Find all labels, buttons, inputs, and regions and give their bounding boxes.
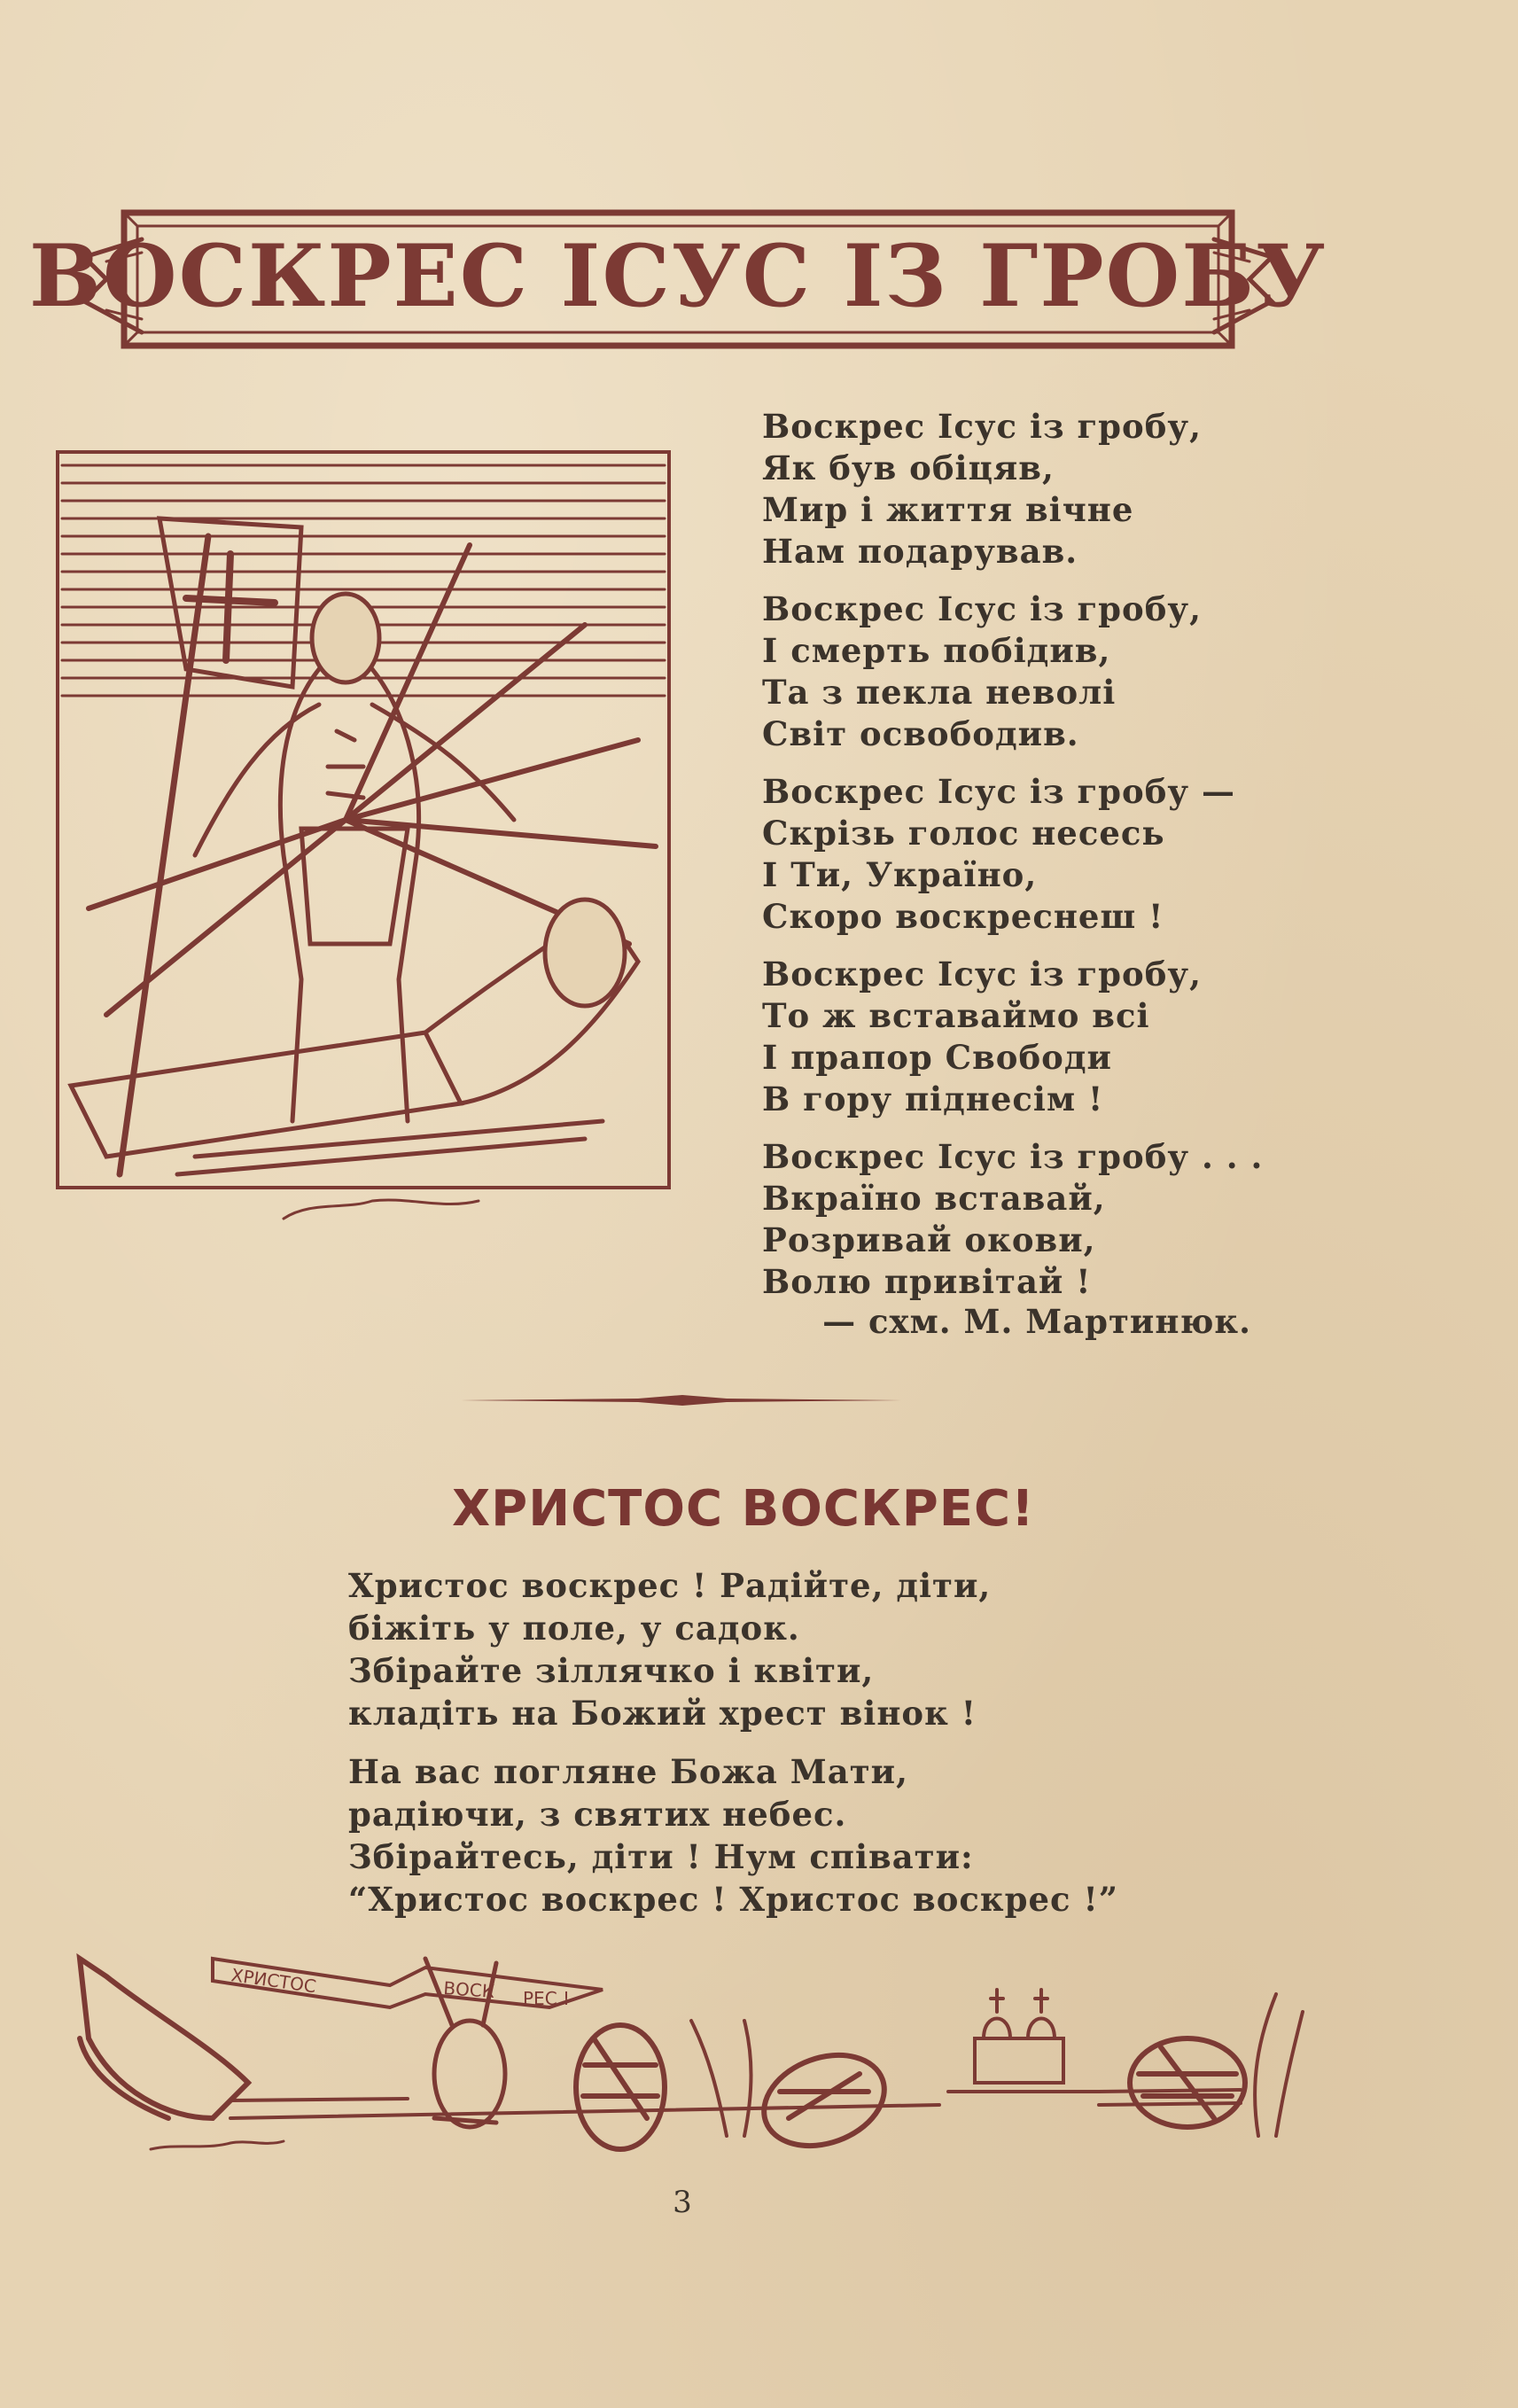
poem-line: Воскрес Ісус із гробу . . . xyxy=(762,1137,1264,1176)
banner-title: ВОСКРЕС ІСУС ІЗ ГРОБУ xyxy=(28,225,1327,326)
section-divider xyxy=(461,1390,904,1411)
poem-line: Мир і життя вічне xyxy=(762,490,1134,529)
poem-line: Скрізь голос несесь xyxy=(762,814,1165,853)
poem-line: Збірайтесь, діти ! Нум співати: xyxy=(348,1837,974,1876)
poem-line: В гору піднесім ! xyxy=(762,1079,1104,1118)
poem-line: Та з пекла неволі xyxy=(762,673,1117,712)
resurrection-illustration xyxy=(53,448,673,1236)
stanza xyxy=(762,771,1436,938)
poem-line: Воскрес Ісус із гробу, xyxy=(762,589,1202,628)
easter-egg-icon xyxy=(1130,2038,1245,2127)
page-number: 3 xyxy=(673,2185,692,2220)
poem-voskres-isus xyxy=(762,406,1436,1343)
poem-line: І смерть побідив, xyxy=(762,631,1111,670)
poem-khrystos-voskres xyxy=(348,1564,1146,1937)
easter-egg-icon xyxy=(576,2025,665,2149)
title-banner xyxy=(28,191,1327,368)
poem-line: радіючи, з святих небес. xyxy=(348,1795,847,1834)
poem-line: Нам подарував. xyxy=(762,532,1078,571)
poem-line: Світ освободив. xyxy=(762,714,1079,753)
stanza xyxy=(348,1564,1146,1734)
poem-line: Збірайте зіллячко і квіти, xyxy=(348,1651,875,1690)
stanza xyxy=(348,1750,1146,1921)
easter-illustration xyxy=(53,1941,1320,2171)
poem-line: Воскрес Ісус із гробу, xyxy=(762,407,1202,446)
poem-line: кладіть на Божий хрест вінок ! xyxy=(348,1694,977,1733)
stanza xyxy=(762,406,1436,573)
poem-line: То ж вставаймо всі xyxy=(762,996,1150,1035)
poem-line: біжіть у поле, у садок. xyxy=(348,1609,800,1648)
easter-egg-icon xyxy=(751,2039,897,2162)
poem-line: На вас погляне Божа Мати, xyxy=(348,1752,908,1791)
poem-line: І прапор Свободи xyxy=(762,1038,1112,1077)
poem-line: Скоро воскреснеш ! xyxy=(762,897,1164,936)
poem-line: Воскрес Ісус із гробу — xyxy=(762,772,1235,811)
poem-line: Вкраїно вставай, xyxy=(762,1179,1106,1218)
poem-author: — схм. М. Мартинюк. xyxy=(822,1302,1251,1341)
poem-line: Воскрес Ісус із гробу, xyxy=(762,955,1202,994)
ribbon-text: РЕС ! xyxy=(523,1988,571,2009)
poem-line: Розривай окови, xyxy=(762,1220,1096,1259)
poem-title: ХРИСТОС ВОСКРЕС! xyxy=(452,1480,1035,1538)
stanza xyxy=(762,588,1436,755)
poem-line: Як був обіцяв, xyxy=(762,448,1055,487)
stanza xyxy=(762,954,1436,1120)
poem-line: І Ти, Україно, xyxy=(762,855,1038,894)
fence xyxy=(230,2090,1241,2118)
poem-line: “Христос воскрес ! Христос воскрес !” xyxy=(348,1880,1118,1919)
poem-line: Волю привітай ! xyxy=(762,1262,1092,1301)
stanza xyxy=(762,1136,1436,1303)
ribbon-text: ХРИСТОС xyxy=(230,1964,318,1998)
ribbon xyxy=(213,1959,603,2009)
church-icon xyxy=(948,1990,1099,2092)
poem-line: Христос воскрес ! Радійте, діти, xyxy=(348,1566,992,1605)
ribbon-text: ВОСК xyxy=(442,1977,495,2003)
